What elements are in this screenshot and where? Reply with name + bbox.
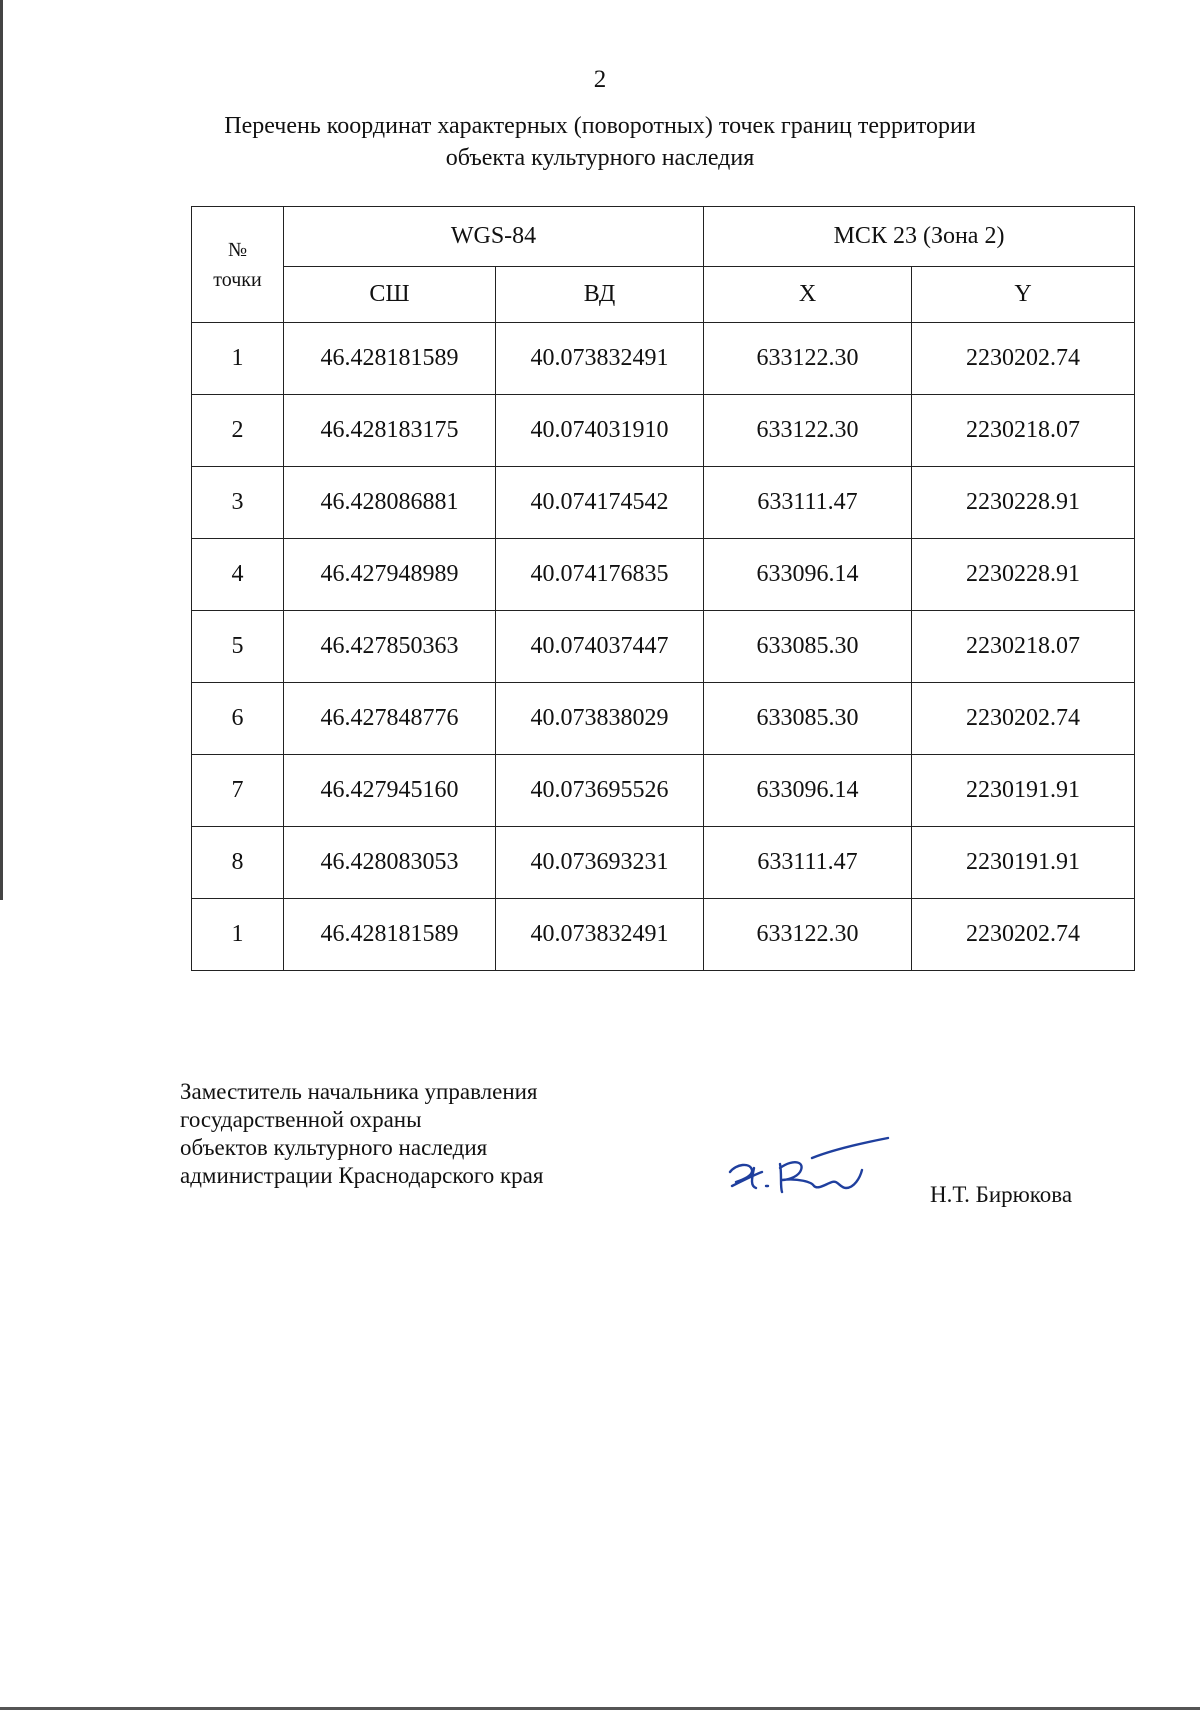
cell-latitude: 46.428086881 [284,467,496,539]
document-title-line-1: Перечень координат характерных (поворотных) точек границ территории [224,113,976,139]
cell-point-number: 7 [192,755,284,827]
header-point-number-symbol: № [227,238,248,261]
document-title-line-2: объекта культурного наследия [445,145,755,171]
table-header-row-2 [192,267,1135,323]
signature-strokes [730,1138,888,1192]
cell-y: 2230218.07 [912,611,1135,683]
table-row [192,683,1135,755]
cell-longitude: 40.073838029 [496,683,704,755]
cell-y: 2230202.74 [912,683,1135,755]
table-row [192,827,1135,899]
table-header-row-1 [192,207,1135,267]
cell-y: 2230228.91 [912,467,1135,539]
table-row [192,467,1135,539]
cell-latitude: 46.428181589 [284,899,496,971]
cell-latitude: 46.428181589 [284,323,496,395]
cell-x: 633085.30 [704,611,912,683]
header-longitude: ВД [496,267,704,323]
cell-longitude: 40.073832491 [496,323,704,395]
cell-y: 2230191.91 [912,755,1135,827]
cell-y: 2230202.74 [912,899,1135,971]
cell-point-number: 1 [192,323,284,395]
signature-stroke-flourish [812,1138,888,1158]
cell-x: 633111.47 [704,467,912,539]
cell-point-number: 6 [192,683,284,755]
table-row [192,323,1135,395]
cell-x: 633122.30 [704,395,912,467]
cell-x: 633111.47 [704,827,912,899]
cell-y: 2230191.91 [912,827,1135,899]
header-wgs84-group: WGS-84 [284,207,704,267]
cell-x: 633096.14 [704,755,912,827]
table-row [192,755,1135,827]
cell-latitude: 46.427850363 [284,611,496,683]
cell-longitude: 40.073832491 [496,899,704,971]
cell-y: 2230218.07 [912,395,1135,467]
cell-longitude: 40.073695526 [496,755,704,827]
signatory-position-line-3: объектов культурного наследия [180,1135,488,1160]
cell-y: 2230202.74 [912,323,1135,395]
header-x: X [704,267,912,323]
cell-x: 633085.30 [704,683,912,755]
scan-edge-mark-left [0,0,3,900]
cell-point-number: 8 [192,827,284,899]
table-row [192,611,1135,683]
cell-point-number: 3 [192,467,284,539]
cell-point-number: 2 [192,395,284,467]
cell-latitude: 46.427948989 [284,539,496,611]
header-msk23-group: МСК 23 (Зона 2) [704,207,1135,267]
cell-longitude: 40.074037447 [496,611,704,683]
handwritten-signature [722,1128,892,1208]
cell-longitude: 40.073693231 [496,827,704,899]
cell-longitude: 40.074174542 [496,467,704,539]
cell-latitude: 46.427945160 [284,755,496,827]
header-point-number [192,207,284,323]
cell-y: 2230228.91 [912,539,1135,611]
signatory-position-line-1: Заместитель начальника управления [180,1079,538,1104]
table-row [192,539,1135,611]
header-latitude: СШ [284,267,496,323]
table-row [192,395,1135,467]
cell-longitude: 40.074031910 [496,395,704,467]
signatory-position-line-2: государственной охраны [180,1107,422,1132]
cell-longitude: 40.074176835 [496,539,704,611]
header-point-number-label: точки [213,268,262,291]
page-number: 2 [593,66,607,93]
cell-point-number: 5 [192,611,284,683]
cell-x: 633122.30 [704,323,912,395]
signature-stroke-surname [780,1162,862,1192]
signatory-position-line-4: администрации Краснодарского края [180,1163,544,1188]
signatory-name: Н.Т. Бирюкова [930,1182,1073,1207]
coordinates-table [191,206,1135,971]
cell-x: 633122.30 [704,899,912,971]
cell-point-number: 1 [192,899,284,971]
signatory-position [180,1078,543,1190]
cell-x: 633096.14 [704,539,912,611]
document-title [100,110,1100,174]
table-row [192,899,1135,971]
header-y: Y [912,267,1135,323]
signature-stroke-initials [730,1165,768,1188]
cell-point-number: 4 [192,539,284,611]
cell-latitude: 46.428083053 [284,827,496,899]
cell-latitude: 46.428183175 [284,395,496,467]
cell-latitude: 46.427848776 [284,683,496,755]
